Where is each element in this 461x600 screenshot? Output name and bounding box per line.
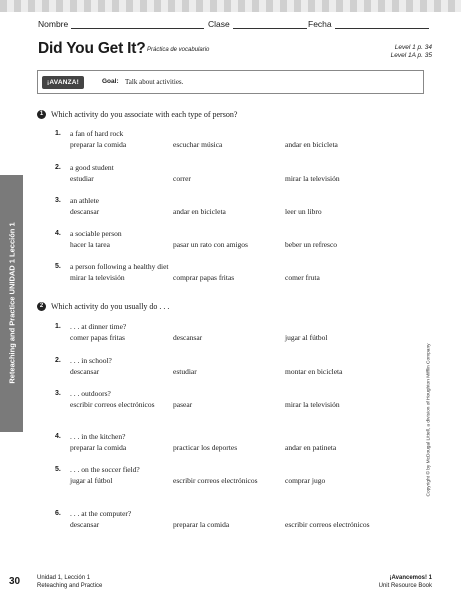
option-b[interactable]: estudiar [173,367,197,376]
section-number-badge: 2 [37,302,46,311]
item-prompt: . . . at the computer? [70,509,132,518]
footer-book-section: Reteaching and Practice [37,583,103,589]
item-prompt: . . . in school? [70,356,112,365]
section-1-instruction: Which activity do you associate with each type of person? [51,110,238,119]
item-number: 1. [55,323,61,330]
option-c[interactable]: andar en bicicleta [285,140,338,149]
option-c[interactable]: andar en patineta [285,443,337,452]
option-c[interactable]: jugar al fútbol [285,333,328,342]
fecha-label: Fecha [308,19,332,29]
decorative-top-band [0,0,461,12]
item-number: 2. [55,164,61,171]
footer-book-title: Unit Resource Book [378,583,432,589]
option-a[interactable]: descansar [70,520,100,529]
option-b[interactable]: comprar papas fritas [173,273,235,282]
nombre-field[interactable] [38,19,204,29]
section-number-badge: 1 [37,110,46,119]
option-b[interactable]: pasar un rato con amigos [173,240,248,249]
nombre-label: Nombre [38,19,69,29]
option-c[interactable]: comprar jugo [285,476,326,485]
item-prompt: . . . in the kitchen? [70,432,126,441]
option-a[interactable]: escribir correos electrónicos [70,400,155,409]
option-a[interactable]: mirar la televisión [70,273,125,282]
option-b[interactable]: practicar los deportes [173,443,238,452]
option-c[interactable]: montar en bicicleta [285,367,343,376]
section-2-header [37,302,169,311]
option-b[interactable]: correr [173,174,191,183]
item-prompt: . . . outdoors? [70,389,111,398]
item-number: 5. [55,263,61,270]
option-a[interactable]: descansar [70,207,100,216]
option-a[interactable]: comer papas fritas [70,333,125,342]
level-reference [391,44,432,60]
option-a[interactable]: hacer la tarea [70,240,110,249]
item-number: 1. [55,130,61,137]
option-b[interactable]: andar en bicicleta [173,207,226,216]
item-number: 5. [55,466,61,473]
option-a[interactable]: preparar la comida [70,140,127,149]
footer-unit: Unidad 1, Lección 1 [37,575,91,581]
level-line-1: Level 1 p. 34 [394,44,432,51]
option-c[interactable]: mirar la televisión [285,174,340,183]
option-c[interactable]: beber un refresco [285,240,338,249]
item-prompt: a sociable person [70,229,122,238]
avanza-badge: ¡AVANZA! [42,76,84,89]
section-1-header [37,110,237,119]
option-b[interactable]: escribir correos electrónicos [173,476,258,485]
option-c[interactable]: comer fruta [285,273,320,282]
option-a[interactable]: estudiar [70,174,94,183]
option-a[interactable]: jugar al fútbol [70,476,113,485]
option-c[interactable]: escribir correos electrónicos [285,520,370,529]
item-number: 3. [55,197,61,204]
goal-label: Goal: [102,78,119,85]
student-info-fields [38,19,428,33]
footer-left [37,574,102,590]
item-prompt: a good student [70,163,114,172]
item-prompt: a fan of hard rock [70,129,124,138]
option-b[interactable]: escuchar música [173,140,223,149]
option-b[interactable]: descansar [173,333,203,342]
item-number: 6. [55,510,61,517]
section-2-instruction: Which activity do you usually do . . . [51,302,170,311]
level-line-2: Level 1A p. 35 [390,52,432,59]
side-tab-label: Reteaching and Practice UNIDAD 1 Lección 1 [7,222,16,384]
item-prompt: . . . on the soccer field? [70,465,140,474]
option-a[interactable]: preparar la comida [70,443,127,452]
footer-right [379,574,432,590]
fecha-line[interactable] [335,19,429,29]
clase-label: Clase [208,19,230,29]
item-prompt: an athlete [70,196,99,205]
item-number: 4. [55,433,61,440]
nombre-line[interactable] [71,19,204,29]
option-b[interactable]: preparar la comida [173,520,230,529]
goal-box [37,70,424,94]
clase-field[interactable] [208,19,307,29]
item-number: 2. [55,357,61,364]
clase-line[interactable] [233,19,307,29]
item-prompt: a person following a healthy diet [70,262,169,271]
item-prompt: . . . at dinner time? [70,322,127,331]
item-number: 4. [55,230,61,237]
item-number: 3. [55,390,61,397]
page-subtitle: Práctica de vocabulario [147,47,210,53]
option-a[interactable]: descansar [70,367,100,376]
goal-text: Talk about activities. [125,77,184,86]
option-b[interactable]: pasear [173,400,193,409]
option-c[interactable]: leer un libro [285,207,322,216]
page-number: 30 [9,576,21,587]
copyright-notice: Copyright © by McDougal Littell, a division of Houghton Mifflin Company [426,343,432,497]
fecha-field[interactable] [308,19,429,29]
page-title: Did You Get It? [38,40,146,57]
option-c[interactable]: mirar la televisión [285,400,340,409]
footer-series: ¡Avancemos! 1 [389,575,432,581]
